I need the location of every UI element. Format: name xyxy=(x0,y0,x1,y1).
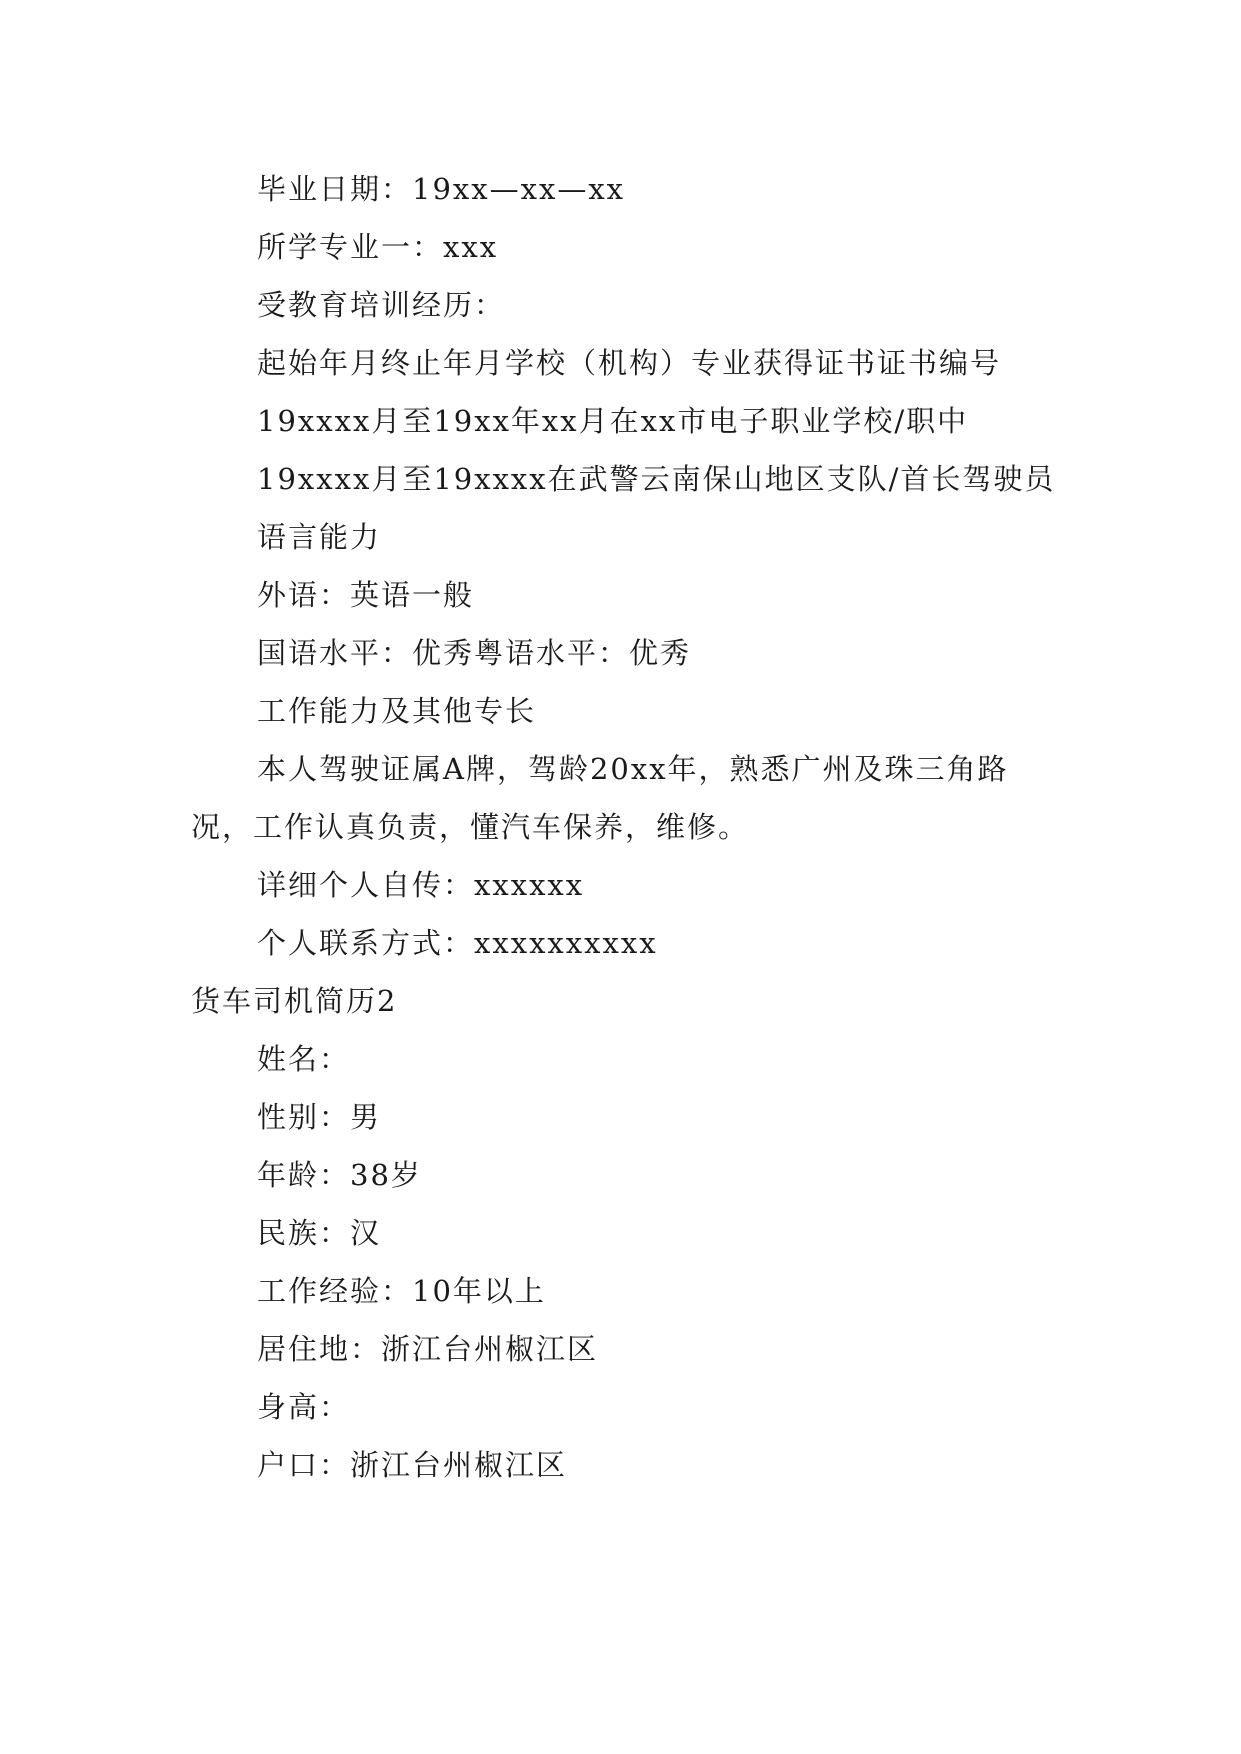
work-experience-field: 工作经验：10年以上 xyxy=(257,1274,546,1308)
gender-field: 性别：男 xyxy=(257,1100,382,1134)
major: 所学专业一：xxx xyxy=(257,230,499,264)
skills-description: 本人驾驶证属A牌，驾龄20xx年，熟悉广州及珠三角路况，工作认真负责，懂汽车保养，维修。 xyxy=(191,752,1009,844)
name-field: 姓名： xyxy=(257,1042,351,1076)
autobiography: 详细个人自传：xxxxxx xyxy=(257,868,585,902)
education-entry-2: 19xxxx月至19xxxx在武警云南保山地区支队/首长驾驶员 xyxy=(257,462,1056,496)
resume-2-title: 货车司机简历2 xyxy=(191,984,398,1018)
graduation-date: 毕业日期：19xx—xx—xx xyxy=(257,172,626,206)
education-table-header: 起始年月终止年月学校（机构）专业获得证书证书编号 xyxy=(257,346,1002,380)
education-entry-1: 19xxxx月至19xx年xx月在xx市电子职业学校/职中 xyxy=(257,404,969,438)
document-body xyxy=(191,160,1061,1494)
age-field: 年龄：38岁 xyxy=(257,1158,422,1192)
skills-heading: 工作能力及其他专长 xyxy=(257,694,537,728)
household-registration-field: 户口：浙江台州椒江区 xyxy=(257,1448,568,1482)
ethnicity-field: 民族：汉 xyxy=(257,1216,382,1250)
mandarin-cantonese-level: 国语水平：优秀粤语水平：优秀 xyxy=(257,636,692,670)
foreign-language: 外语：英语一般 xyxy=(257,578,475,612)
education-heading: 受教育培训经历： xyxy=(257,288,506,322)
contact-info: 个人联系方式：xxxxxxxxxx xyxy=(257,926,658,960)
height-field: 身高： xyxy=(257,1390,351,1424)
language-heading: 语言能力 xyxy=(257,520,382,554)
residence-field: 居住地：浙江台州椒江区 xyxy=(257,1332,599,1366)
